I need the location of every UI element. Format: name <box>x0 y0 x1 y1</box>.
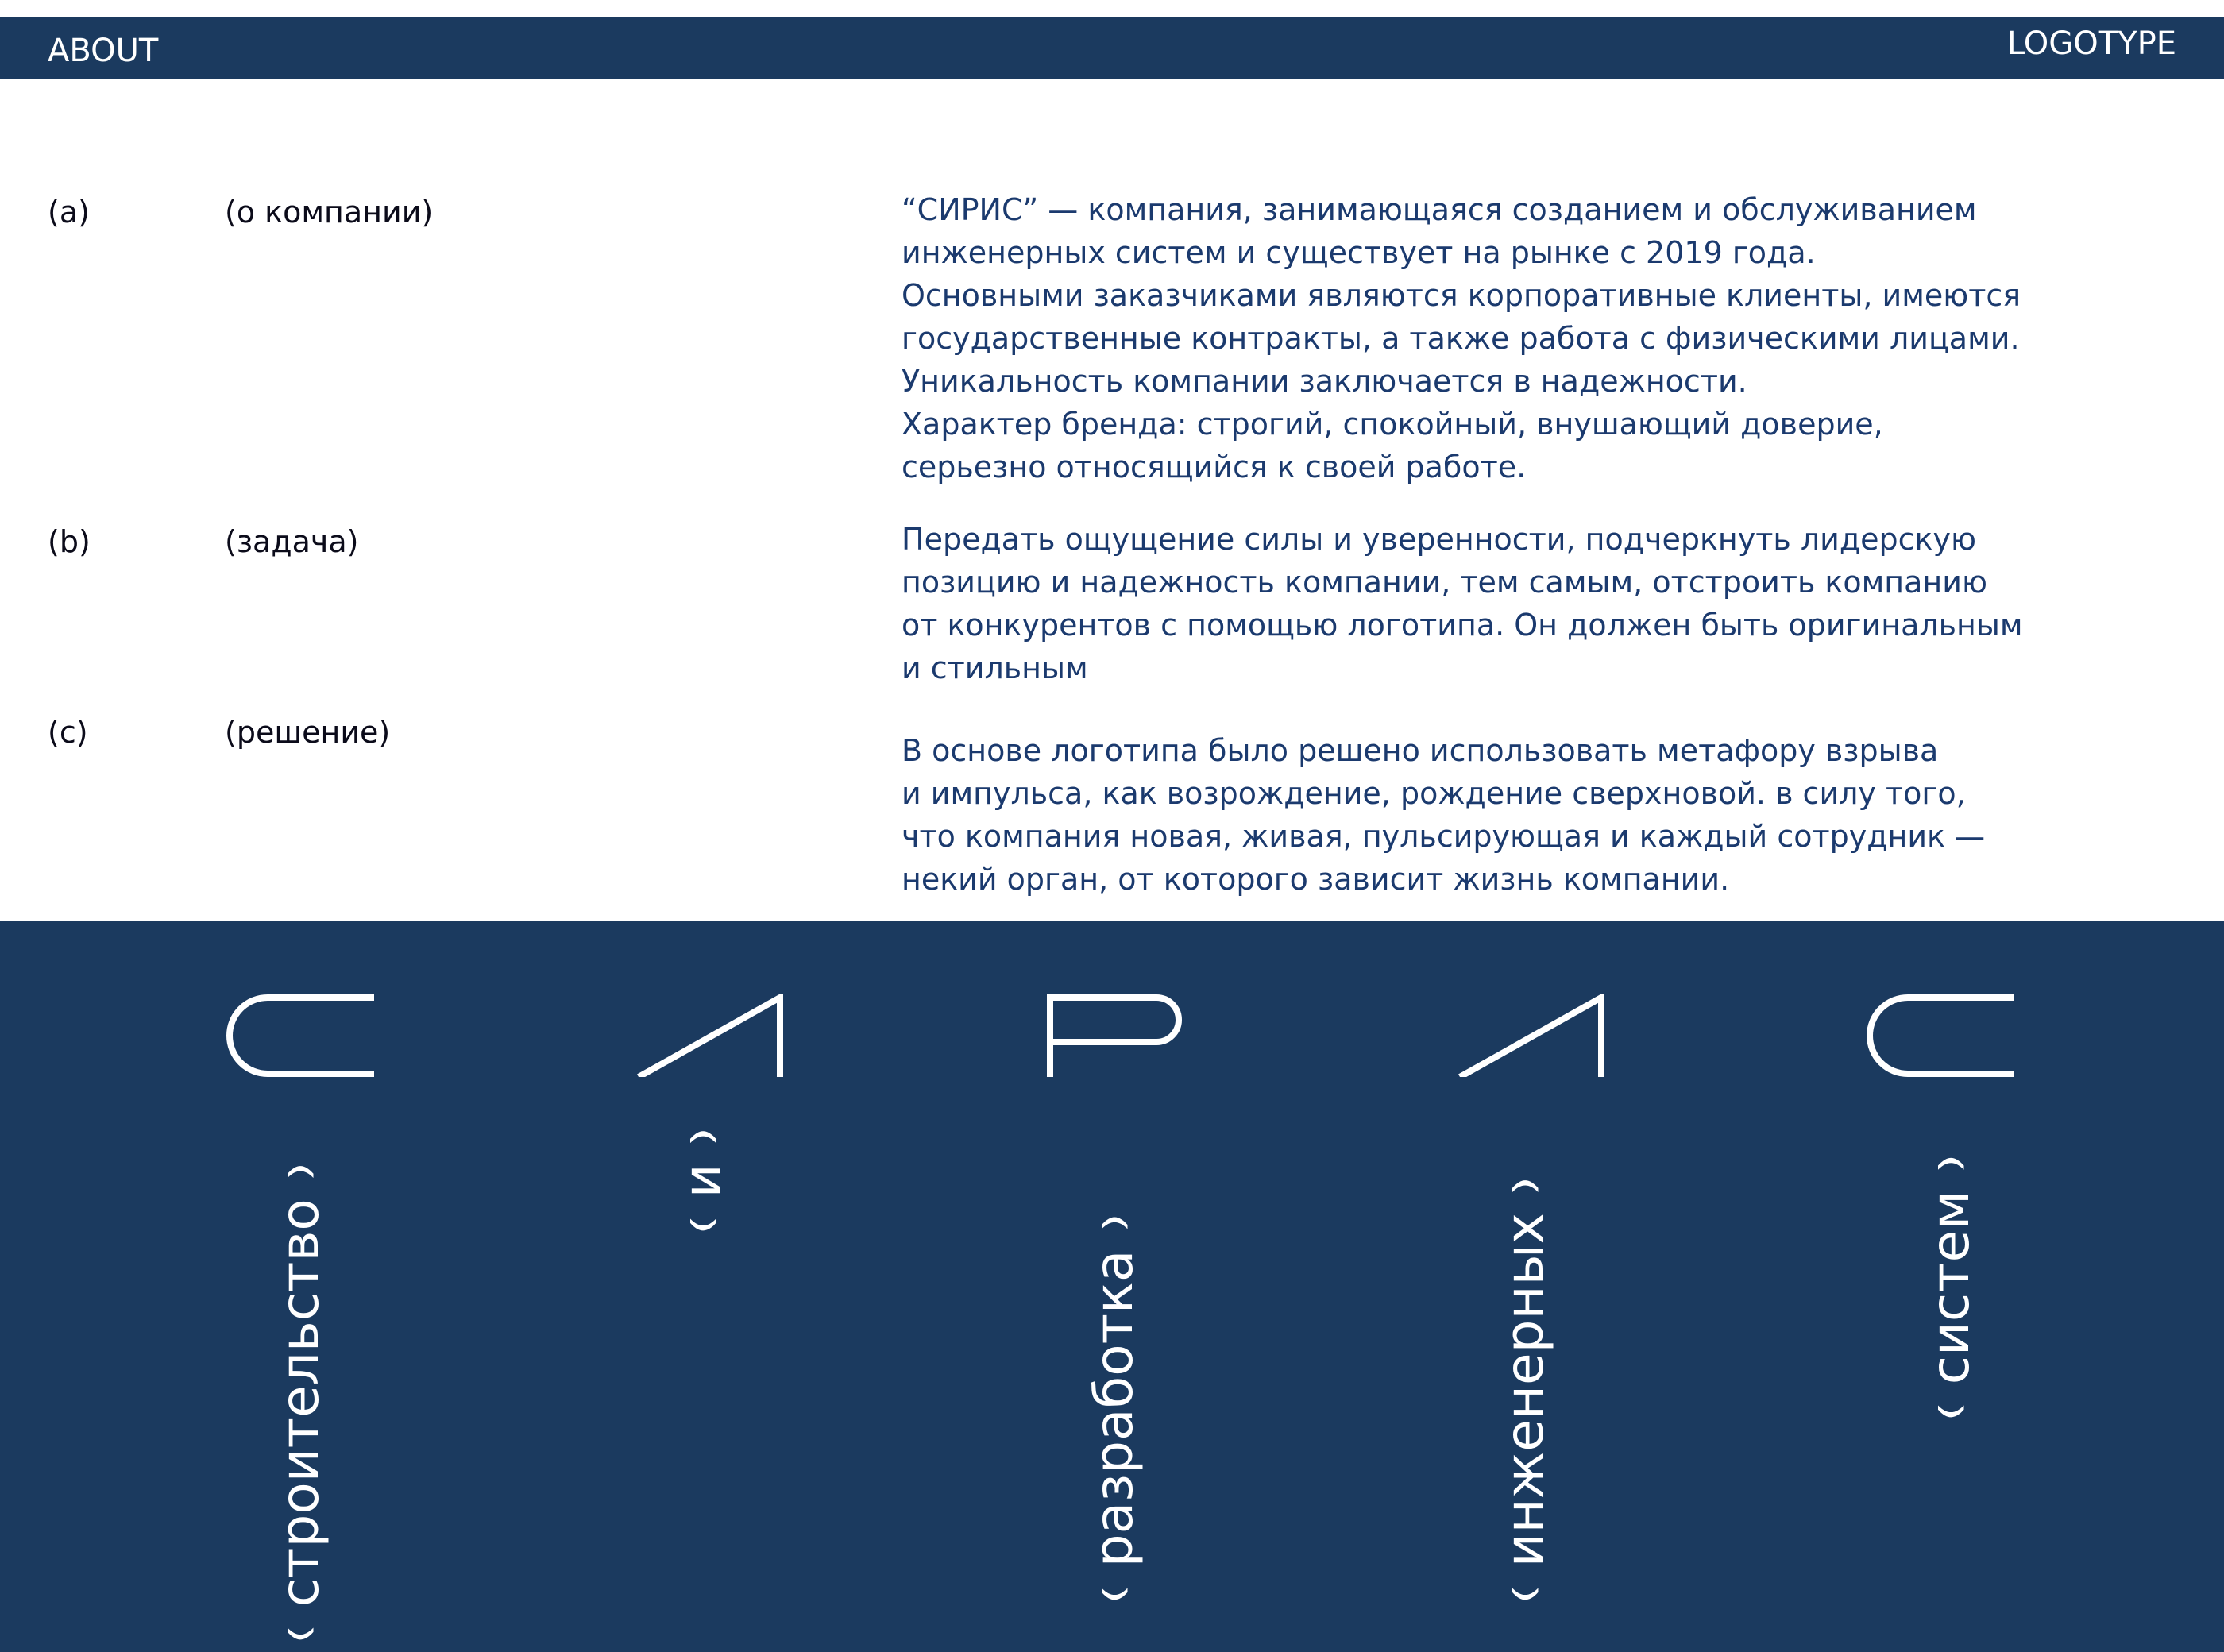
section-letter: (a) <box>48 195 90 230</box>
bracket-open: ( <box>1933 1401 1967 1422</box>
body-line: что компания новая, живая, пульсирующая и каждый сотрудник — <box>902 819 1986 854</box>
bracket-close: ) <box>283 1161 317 1183</box>
section-label: (о компании) <box>225 195 434 230</box>
section-body <box>902 188 2125 488</box>
section-label: (решение) <box>225 715 391 750</box>
body-line: некий орган, от которого зависит жизнь компании. <box>902 862 1730 897</box>
body-line: Основными заказчиками являются корпоративные клиенты, имеются <box>902 278 2021 313</box>
bracket-open: ( <box>283 1623 317 1644</box>
logo-letter-s <box>1867 994 2017 1077</box>
body-line: позицию и надежность компании, тем самым, отстроить компанию <box>902 565 1987 600</box>
top-bar <box>0 17 2224 79</box>
body-line: и импульса, как возрождение, рождение сверхновой. в силу того, <box>902 776 1966 811</box>
bracket-close: ) <box>685 1126 720 1148</box>
body-line: В основе логотипа было решено использовать метафору взрыва <box>902 733 1939 768</box>
bracket-close: ) <box>1933 1153 1967 1174</box>
logo-letter-s <box>226 994 377 1077</box>
logo-band <box>0 921 2224 1652</box>
body-line: и стильным <box>902 650 1088 685</box>
word-text: систем <box>1920 1190 1981 1385</box>
word-text: и <box>672 1164 733 1198</box>
vertical-word <box>269 1161 330 1644</box>
vertical-word <box>1083 1212 1145 1604</box>
bracket-close: ) <box>1508 1175 1542 1197</box>
section-body <box>902 518 2125 689</box>
section-body <box>902 729 2125 901</box>
word-text: строительство <box>269 1198 330 1608</box>
section-letter: (c) <box>48 715 88 750</box>
vertical-word <box>1920 1153 1981 1422</box>
body-line: “СИРИС” — компания, занимающаяся созданием и обслуживанием <box>902 192 1977 227</box>
word-text: инженерных <box>1494 1213 1555 1568</box>
nav-logotype[interactable]: LOGOTYPE <box>2006 25 2176 62</box>
bracket-open: ( <box>1508 1584 1542 1604</box>
bracket-open: ( <box>1097 1584 1131 1604</box>
body-line: Уникальность компании заключается в надежности. <box>902 364 1747 399</box>
body-line: от конкурентов с помощью логотипа. Он должен быть оригинальным <box>902 608 2023 643</box>
bracket-close: ) <box>1097 1212 1131 1233</box>
word-text: разработка <box>1083 1249 1145 1568</box>
logo-letter-r <box>1045 994 1196 1077</box>
body-line: серьезно относящийся к своей работе. <box>902 450 1527 484</box>
nav-about[interactable]: ABOUT <box>48 33 159 69</box>
logo-letter-i <box>635 994 786 1077</box>
body-line: инженерных систем и существует на рынке с 2019 года. <box>902 235 1816 270</box>
body-line: Передать ощущение силы и уверенности, подчеркнуть лидерскую <box>902 522 1976 557</box>
section-letter: (b) <box>48 524 91 559</box>
bracket-open: ( <box>685 1214 720 1235</box>
body-line: Характер бренда: строгий, спокойный, внушающий доверие, <box>902 407 1883 442</box>
body-line: государственные контракты, а также работа с физическими лицами. <box>902 321 2020 356</box>
section-label: (задача) <box>225 524 359 559</box>
vertical-word <box>672 1126 733 1235</box>
logo-letter-i <box>1457 994 1608 1077</box>
vertical-word <box>1494 1175 1555 1604</box>
